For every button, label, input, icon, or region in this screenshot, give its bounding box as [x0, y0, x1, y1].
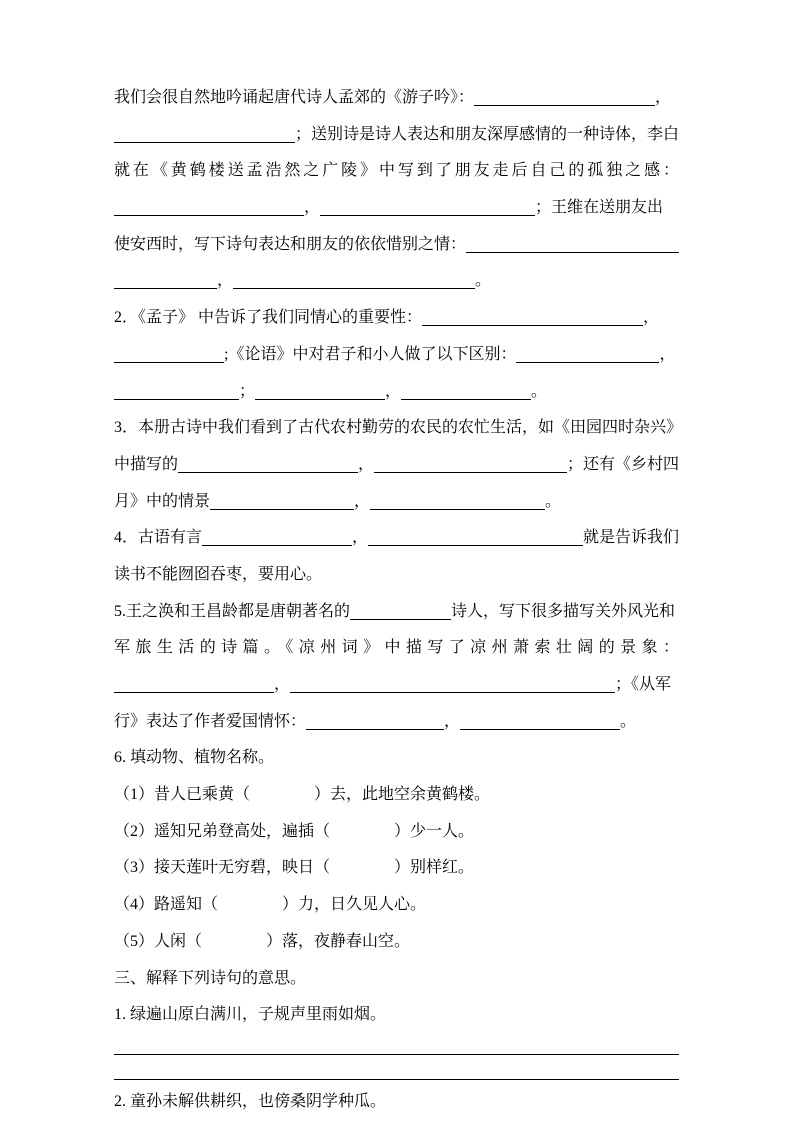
document-line: [114, 667, 679, 704]
document-line: [114, 190, 679, 227]
document-line: [114, 300, 679, 337]
line-text: ；还有《乡村四: [567, 455, 680, 473]
document-line: [114, 484, 679, 521]
document-line: [114, 557, 679, 594]
line-text: 就在《黄鹤楼送孟浩然之广陵》中写到了朋友走后自己的孤独之感：: [114, 162, 679, 180]
line-text: ，: [358, 455, 375, 473]
document-line: [114, 227, 679, 264]
document-line: [114, 997, 679, 1034]
document-line: [114, 704, 679, 741]
line-text: （2）遥知兄弟登高处，遍插（ ）少一人。: [114, 822, 475, 840]
line-text: （5）人闲（ ）落，夜静春山空。: [114, 932, 411, 950]
line-text: ，: [304, 199, 321, 217]
document-line: [114, 263, 679, 300]
line-text: 。: [545, 492, 562, 510]
line-text: ;《论语》中对君子和小人做了以下区别：: [224, 345, 517, 363]
fill-in-blank: [474, 96, 655, 106]
document-line: [114, 961, 679, 998]
fill-in-blank: [233, 279, 475, 289]
line-text: ；: [239, 382, 256, 400]
line-text: 6. 填动物、植物名称。: [114, 749, 275, 767]
line-text: ，: [659, 345, 676, 363]
line-text: ，: [385, 382, 402, 400]
fill-in-blank: [178, 463, 358, 473]
line-text: 三、解释下列诗句的意思。: [114, 969, 307, 987]
fill-in-blank: [114, 206, 304, 216]
document-line: [114, 80, 679, 117]
document-line: [114, 850, 679, 887]
line-text: ，: [354, 492, 371, 510]
fill-in-blank: [516, 353, 659, 363]
fill-in-blank: [114, 133, 295, 143]
line-text: 月》中的情景: [114, 492, 211, 510]
line-text: 2. 童孙未解供耕织，也傍桑阴学种瓜。: [114, 1092, 387, 1110]
line-text: ，: [655, 89, 672, 106]
fill-in-blank: [114, 390, 239, 400]
line-text: 。: [475, 272, 492, 290]
fill-in-blank: [114, 1045, 679, 1055]
fill-in-blank: [466, 243, 679, 253]
line-text: 4．古语有言: [114, 529, 203, 547]
line-text: 中描写的: [114, 455, 179, 473]
fill-in-blank: [422, 316, 643, 326]
line-text: ，: [352, 529, 369, 547]
document-line: [114, 1084, 679, 1121]
document-line: [114, 777, 679, 814]
fill-in-blank: [306, 720, 444, 730]
fill-in-blank: [114, 353, 224, 363]
line-text: ；送别诗是诗人表达和朋友深厚感情的一种诗体，李白: [295, 125, 680, 143]
document-line: [114, 887, 679, 924]
fill-in-blank: [255, 390, 385, 400]
fill-in-blank: [290, 683, 615, 693]
line-text: 5.王之涣和王昌龄都是唐朝著名的: [114, 602, 351, 620]
document-line: [114, 337, 679, 374]
document-line: [114, 410, 683, 447]
fill-in-blank: [401, 390, 531, 400]
line-text: ，: [643, 309, 660, 327]
line-text: 3．本册古诗中我们看到了古代农村勤劳的农民的农忙生活，如《田园四时杂兴》: [114, 419, 683, 437]
document-line: [114, 374, 679, 411]
fill-in-blank: [202, 536, 352, 546]
line-text: ；《从军: [615, 676, 672, 693]
document-line: [114, 814, 679, 851]
line-text: （1）昔人已乘黄（ ）去，此地空余黄鹤楼。: [114, 786, 491, 804]
fill-in-blank: [114, 1070, 679, 1080]
document-line: [114, 924, 679, 961]
document-line: [114, 520, 679, 557]
answer-line: [114, 1059, 679, 1084]
line-text: 诗人，写下很多描写关外风光和: [451, 602, 676, 620]
fill-in-blank: [374, 463, 567, 473]
document-line: [114, 594, 679, 631]
line-text: 。: [531, 382, 548, 400]
line-text: （3）接天莲叶无穷碧，映日（ ）别样红。: [114, 859, 475, 877]
fill-in-blank: [350, 610, 451, 620]
line-text: ；王维在送朋友出: [535, 199, 664, 217]
line-text: ，: [274, 676, 291, 693]
document-line: [114, 447, 679, 484]
document-line: [114, 630, 679, 667]
answer-line: [114, 1034, 679, 1059]
line-text: 。: [620, 712, 637, 730]
line-text: ，: [217, 272, 234, 290]
fill-in-blank: [114, 279, 217, 289]
document-line: [114, 740, 679, 777]
line-text: 行》表达了作者爱国情怀：: [114, 712, 307, 730]
fill-in-blank: [368, 536, 583, 546]
fill-in-blank: [460, 720, 620, 730]
line-text: 读书不能囫囵吞枣，要用心。: [114, 565, 323, 583]
line-text: 1. 绿遍山原白满川，子规声里雨如烟。: [114, 1006, 387, 1024]
fill-in-blank: [320, 206, 535, 216]
line-text: 就是告诉我们: [583, 529, 680, 547]
document-line: [114, 117, 679, 154]
fill-in-blank: [114, 683, 274, 693]
fill-in-blank: [370, 500, 545, 510]
line-text: 使安西时，写下诗句表达和朋友的依依惜别之情：: [114, 235, 467, 253]
line-text: 我们会很自然地吟诵起唐代诗人孟郊的《游子吟》：: [114, 89, 475, 106]
line-text: 军旅生活的诗篇。《凉州词》中描写了凉州萧索壮阔的景象：: [114, 639, 679, 657]
line-text: 2．《孟子》 中告诉了我们同情心的重要性：: [114, 309, 423, 327]
fill-in-blank: [210, 500, 354, 510]
document-line: [114, 153, 679, 190]
line-text: ，: [444, 712, 461, 730]
line-text: （4）路遥知（ ）力，日久见人心。: [114, 896, 427, 914]
